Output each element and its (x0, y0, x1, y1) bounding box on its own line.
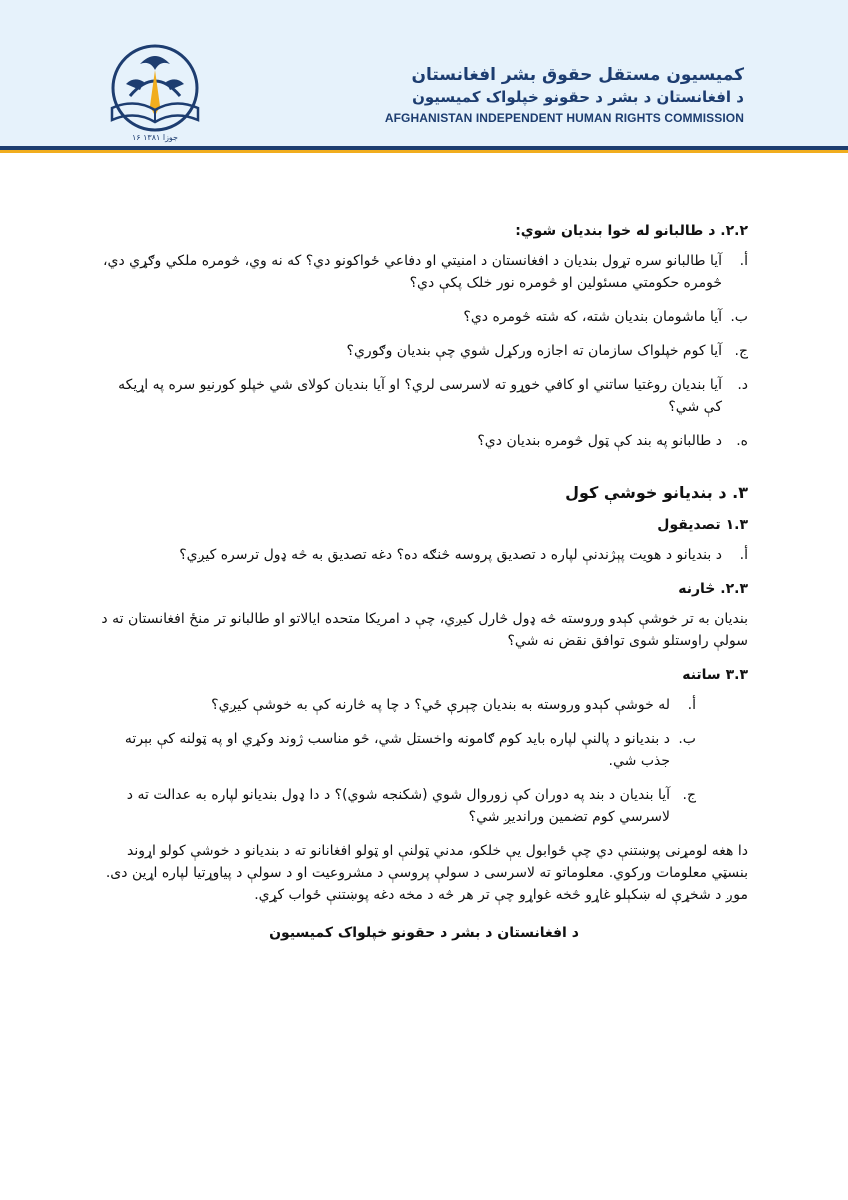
page-header (0, 0, 848, 146)
list-letter: ه. (736, 433, 748, 449)
section-3-3-heading: ۳.۳ ساتنه (682, 667, 748, 683)
list-letter: أ. (687, 697, 696, 713)
list-text: له خوشې کېدو وروسته به بندیان چېرې ځي؟ د چا په څارنه کې به خوشې کیږي؟ (211, 697, 670, 713)
organization-name (344, 64, 744, 128)
list-text: آیا ماشومان بندیان شته، که شته څومره دي؟ (463, 309, 722, 325)
org-name-english: AFGHANISTAN INDEPENDENT HUMAN RIGHTS COMMISSION (384, 111, 744, 125)
section-3-1-heading: ۱.۳ تصدیقول (657, 517, 748, 533)
list-item (100, 544, 748, 566)
section-2-2-heading: ۲.۲. د طالبانو له خوا بندیان شوي: (515, 223, 748, 239)
list-item (100, 374, 748, 418)
list-item (100, 694, 748, 716)
list-letter: ب. (730, 309, 748, 325)
list-item (100, 728, 748, 772)
list-text: آیا کوم خپلواک سازمان ته اجازه ورکړل شوي چې بندیان وګوري؟ (346, 343, 722, 359)
section-3-heading: ۳. د بندیانو خوشې کول (565, 483, 748, 502)
list-letter: د. (737, 377, 748, 393)
org-name-pashto: د افغانستان د بشر د حقونو خپلواک کمیسیون (412, 88, 744, 106)
list-item (100, 784, 748, 828)
list-text: آیا طالبانو سره تړول بندیان د افغانستان د امنیتي او دفاعي ځواکونو دي؟ که نه وي، څومره ملکي وګړي دي، څومره حکومتي مسئولین او څومره نور خلک پکې دي؟ (102, 253, 722, 291)
monitoring-paragraph: بندیان به تر خوشې کېدو وروسته څه ډول څارل کیږي، چې د امریکا متحده ایالاتو او طالبانو تر منځ افغانستان ته د سولې راوستلو شوی توافق نقض نه شي؟ (101, 611, 748, 649)
list-text: آیا بندیان روغتیا ساتني او کافي خوړو ته لاسرسی لري؟ او آیا بندیان کولای شي خپلو کورنیو سره په اړیکه کې شي؟ (118, 377, 722, 415)
list-letter: أ. (739, 253, 748, 269)
document-body (100, 220, 748, 944)
list-item (100, 340, 748, 362)
signature: د افغانستان د بشر د حقونو خپلواک کمیسیون (269, 925, 579, 941)
closing-paragraph: دا هغه لومړنی پوښتنې دي چې ځوابول یې خلکو، مدني ټولنې او ټولو افغانانو ته د بندیانو د خوشې کولو اړوند بنسټي معلومات ورکوي. معلوماتو ته لاسرسی د سولې پروسې د مشروعیت او د سولې د پیاوړتیا لپاره اړین دی. موږ د شخړې له ښکېلو غاړو څخه غواړو چې تر هر څه د مخه دغه پوښتنې ځواب کړي. (105, 843, 748, 903)
list-letter: ج. (734, 343, 748, 359)
list-text: د بندیانو د پالنې لپاره باید کوم ګامونه واخستل شي، څو مناسب ژوند وکړي او په ټولنه کې بېرته جذب شي. (124, 731, 670, 769)
list-item (100, 250, 748, 294)
list-item (100, 430, 748, 452)
list-letter: أ. (739, 547, 748, 563)
list-letter: ج. (682, 787, 696, 803)
list-text: د بندیانو د هویت پېژندنې لپاره د تصدیق پروسه څنګه ده؟ دغه تصدیق به څه ډول ترسره کیږي؟ (179, 547, 722, 563)
list-text: د طالبانو په بند کې ټول څومره بندیان دي؟ (477, 433, 722, 449)
header-divider-yellow (0, 150, 848, 153)
org-name-dari: کمیسیون مستقل حقوق بشر افغانستان (411, 65, 744, 85)
list-letter: ب. (678, 731, 696, 747)
logo-date: ۱۶ جوزا ۱۳۸۱ (131, 133, 179, 142)
section-3-2-heading: ۲.۳. څارنه (678, 581, 748, 597)
aihrc-logo-icon (100, 36, 210, 148)
list-item (100, 306, 748, 328)
list-text: آیا بندیان د بند په دوران کې زوروال شوي (شکنجه شوي)؟ د دا ډول بندیانو لپاره به عدالت ته د لاسرسي کوم تضمین ورانديږ شي؟ (126, 787, 670, 825)
